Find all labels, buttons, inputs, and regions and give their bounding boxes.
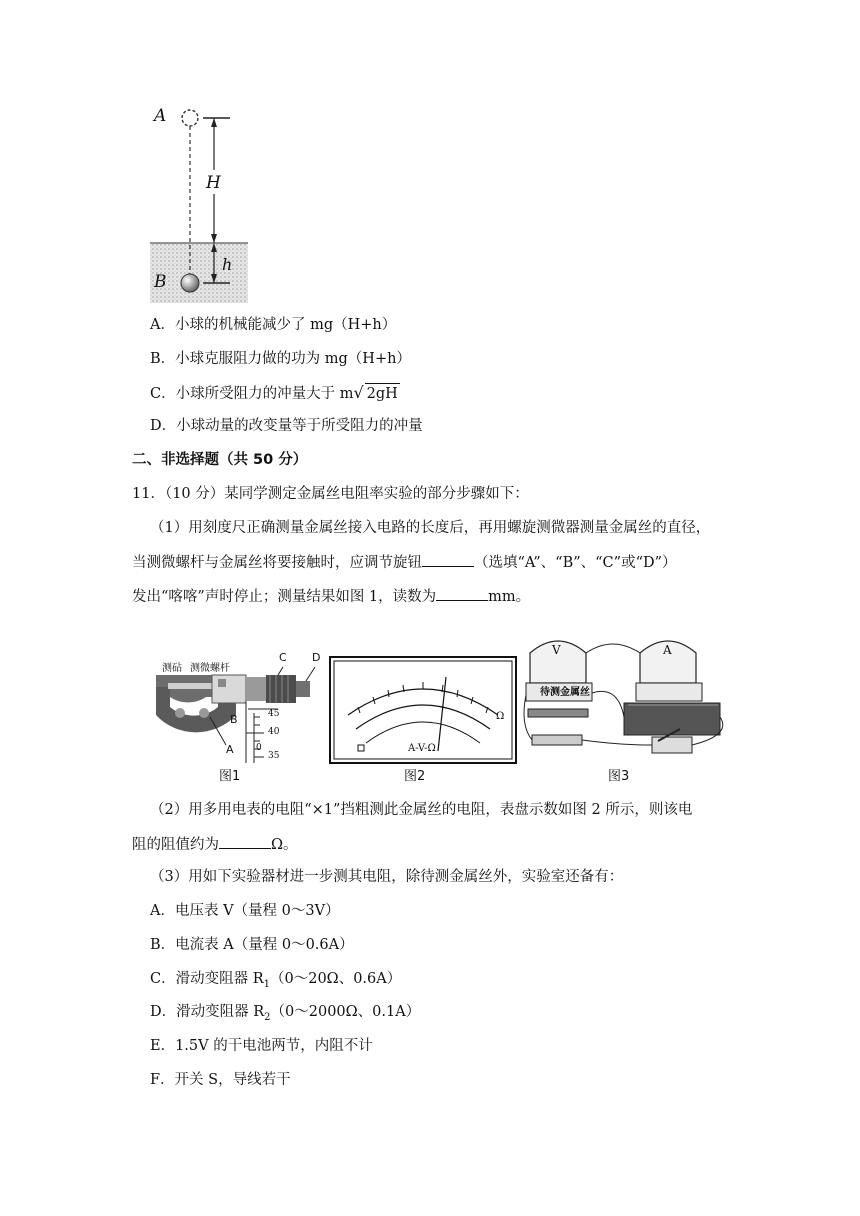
micrometer-figure — [148, 645, 328, 765]
q11-p1-line3 — [132, 586, 530, 607]
wire-label: 待测金属丝 — [540, 687, 590, 698]
omega-label: Ω — [496, 711, 505, 722]
wire-holder — [528, 709, 588, 717]
label-a: A — [154, 106, 167, 126]
sqrt-sign: √ — [353, 383, 364, 402]
rheostat — [624, 703, 720, 735]
scale-0: 0 — [256, 743, 262, 753]
item-d — [150, 1002, 420, 1028]
fig2-caption: 图2 — [404, 769, 426, 784]
item-f: F．开关 S，导线若干 — [150, 1072, 291, 1088]
answer-blank-reading[interactable] — [436, 586, 488, 601]
label-b-knob: B — [230, 713, 238, 726]
scale-45: 45 — [268, 709, 280, 719]
q11-p2-line2 — [132, 834, 298, 855]
item-c-a: C．滑动变阻器 R — [150, 971, 264, 987]
voltmeter-label: V — [552, 643, 561, 657]
option-b: B．小球克服阻力做的功为 mg（H+h） — [150, 351, 411, 367]
q11-p3: （3）用如下实验器材进一步测其电阻，除待测金属丝外，实验室还备有： — [150, 869, 624, 885]
q11-p1-line3-a: 发出“喀喀”声时停止；测量结果如图 1，读数为 — [132, 589, 437, 605]
item-b: B．电流表 A（量程 0～0.6A） — [150, 937, 354, 953]
multimeter-figure — [328, 655, 518, 765]
item-d-b: （0～2000Ω、0.1A） — [270, 1004, 421, 1020]
sqrt-radicand: 2gH — [365, 383, 400, 404]
answer-blank-knob[interactable] — [422, 552, 474, 567]
q11-p2-line2-a: 阻的阻值约为 — [132, 837, 219, 853]
switch — [652, 737, 692, 753]
label-a-knob: A — [226, 743, 234, 756]
item-c — [150, 969, 401, 995]
item-a: A．电压表 V（量程 0～3V） — [150, 903, 340, 919]
falling-ball-figure — [148, 100, 258, 305]
item-c-sub: 1 — [263, 978, 270, 990]
label-c: C — [279, 651, 287, 664]
q11-p1-line2-b: （选填“A”、“B”、“C”或“D”） — [474, 555, 677, 571]
q11-p1-line2 — [132, 552, 677, 573]
option-c-text: C．小球所受阻力的冲量大于 m — [150, 386, 354, 402]
q11-p1-line1: （1）用刻度尺正确测量金属丝接入电路的长度后，再用螺旋测微器测量金属丝的直径， — [150, 520, 711, 536]
fig3-caption: 图3 — [608, 769, 630, 784]
circuit-figure — [518, 625, 734, 765]
fig1-caption: 图1 — [219, 769, 241, 784]
scale-40: 40 — [268, 727, 280, 737]
label-b: B — [154, 272, 167, 292]
q11-p2-line2-b: Ω。 — [271, 837, 298, 853]
ammeter-label: A — [663, 643, 672, 657]
item-d-a: D．滑动变阻器 R — [150, 1004, 265, 1020]
q11-p2-line1: （2）用多用电表的电阻“×1”挡粗测此金属丝的电阻，表盘示数如图 2 所示，则该电 — [150, 802, 693, 818]
item-c-b: （0～20Ω、0.6A） — [270, 971, 402, 987]
battery — [532, 735, 582, 745]
item-d-sub: 2 — [264, 1011, 271, 1023]
label-anvil: 测砧 — [162, 663, 182, 674]
answer-blank-resistance[interactable] — [219, 834, 271, 849]
q11-p1-line2-a: 当测微螺杆与金属丝将要接触时，应调节旋钮 — [132, 555, 422, 571]
option-a: A．小球的机械能减少了 mg（H+h） — [150, 317, 397, 333]
label-h-lower: h — [222, 255, 233, 274]
option-c — [150, 383, 400, 404]
item-e: E．1.5V 的干电池两节，内阻不计 — [150, 1038, 373, 1054]
label-d: D — [312, 651, 321, 664]
q11-title: 11．（10 分）某同学测定金属丝电阻率实验的部分步骤如下： — [132, 486, 529, 502]
q11-p1-line3-b: mm。 — [488, 589, 531, 605]
scale-35: 35 — [268, 751, 280, 761]
ball-start-position — [182, 110, 198, 126]
label-spindle: 测微螺杆 — [190, 663, 230, 674]
section-heading: 二、非选择题（共 50 分） — [132, 452, 308, 468]
label-h-upper: H — [206, 173, 221, 193]
ball-end-position — [181, 274, 199, 292]
option-d: D．小球动量的改变量等于所受阻力的冲量 — [150, 418, 423, 434]
dial-label: A-V-Ω — [408, 743, 436, 754]
